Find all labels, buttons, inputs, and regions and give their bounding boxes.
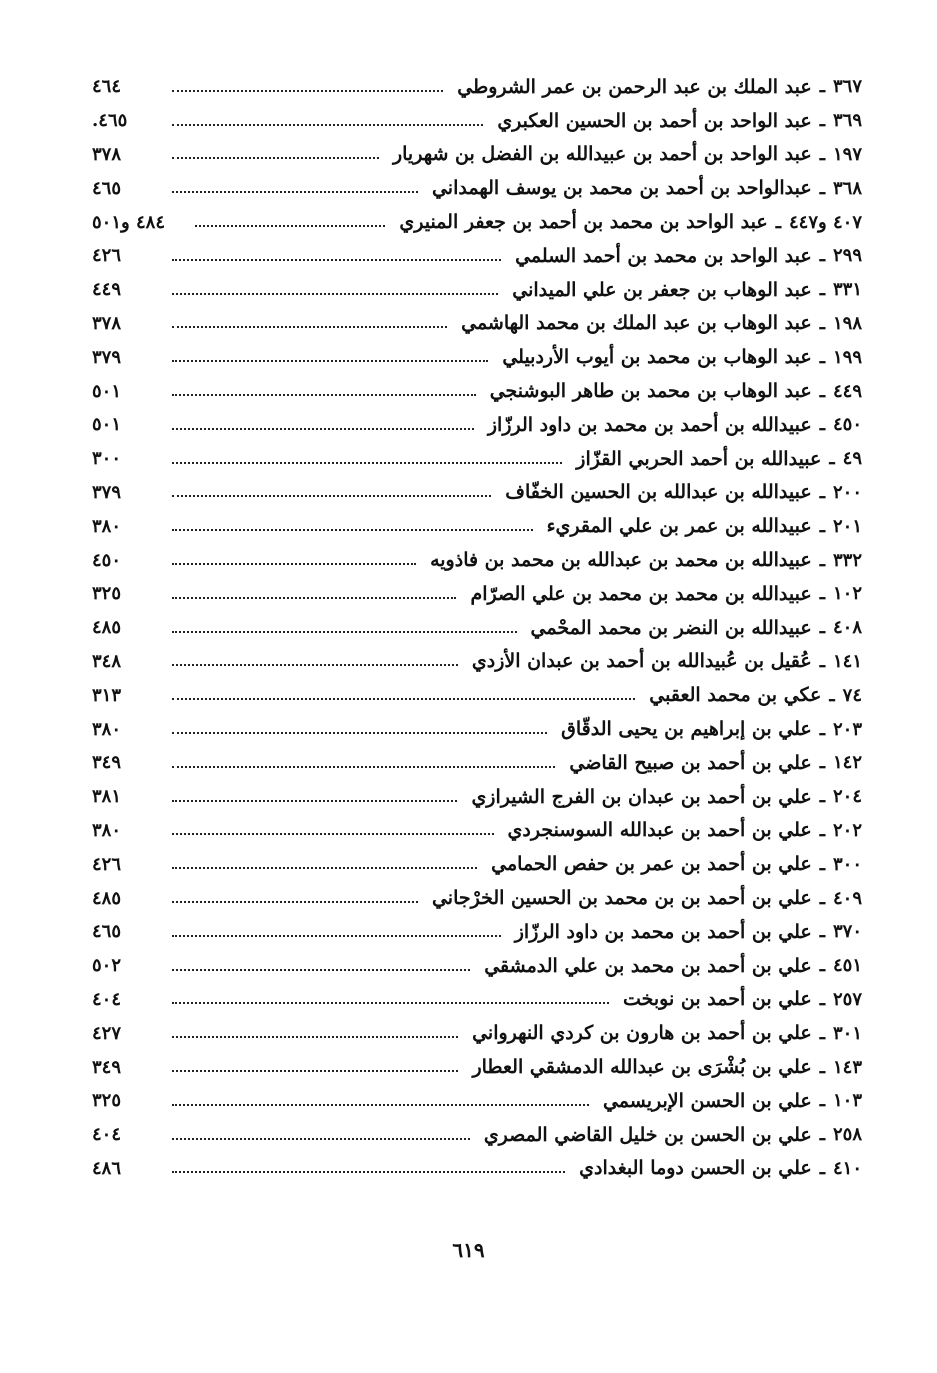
- entry-name: علي بن أحمد بن عبدالله السوسنجردي: [507, 819, 812, 842]
- entry-number: ٧٤: [842, 684, 862, 706]
- index-entry: [92, 949, 862, 983]
- entry-number: ٤٠٧ و٤٤٧: [789, 211, 862, 233]
- dotted-leader: [172, 867, 477, 869]
- entry-number: ١٠٣: [832, 1090, 862, 1112]
- entry-dash: ـ: [819, 819, 825, 841]
- entry-dash: ـ: [829, 684, 835, 706]
- entry-number: ١٤١: [832, 650, 862, 672]
- entry-name: عُقيل بن عُبيدالله بن أحمد بن عبدان الأزدي: [471, 650, 812, 673]
- entry-dash: ـ: [819, 346, 825, 368]
- entry-name: علي بن أحمد بن محمد بن علي الدمشقي: [484, 954, 812, 977]
- entry-page-ref: ٣٨٠: [92, 718, 122, 740]
- entry-name: عبد الواحد بن أحمد بن عبيدالله بن الفضل بن شهريار: [392, 143, 812, 166]
- entry-number: ٣٠١: [832, 1022, 862, 1044]
- dotted-leader: [172, 969, 470, 971]
- entry-dash: ـ: [829, 448, 835, 470]
- entry-name: عبدالواحد بن أحمد بن محمد بن يوسف الهمداني: [431, 177, 812, 200]
- entry-name: علي بن الحسن دوما البغدادي: [579, 1157, 812, 1180]
- entry-number: ٣٣١: [832, 279, 862, 301]
- dotted-leader: [172, 1070, 458, 1072]
- entry-dash: ـ: [819, 1090, 825, 1112]
- dotted-leader: [172, 597, 456, 599]
- dotted-leader: [172, 935, 501, 937]
- entry-name: عبد الوهاب بن محمد بن طاهر البوشنجي: [489, 380, 812, 403]
- entry-page-ref: ٣٢٥: [92, 583, 122, 605]
- index-entry: [92, 70, 862, 104]
- index-entry: [92, 1050, 862, 1084]
- entry-dash: ـ: [819, 752, 825, 774]
- dotted-leader: [172, 833, 494, 835]
- dotted-leader: [172, 90, 443, 92]
- entry-page-ref: ٣١٣: [92, 684, 122, 706]
- entry-number: ٢٠٤: [832, 786, 862, 808]
- entry-number: ١٠٢: [832, 583, 862, 605]
- entry-page-ref: ٤٨٥: [92, 617, 122, 639]
- entry-page-ref: ٣٤٨: [92, 650, 122, 672]
- entry-page-ref: ٤٦٤: [92, 76, 122, 98]
- entry-number: ٢٠٠: [832, 481, 862, 503]
- entry-dash: ـ: [819, 650, 825, 672]
- entry-dash: ـ: [819, 786, 825, 808]
- entry-dash: ـ: [819, 380, 825, 402]
- index-entry: [92, 645, 862, 679]
- index-entry: [92, 1016, 862, 1050]
- dotted-leader: [172, 157, 379, 159]
- dotted-leader: [172, 1002, 609, 1004]
- entry-name: عبيدالله بن أحمد الحربي القزّاز: [576, 447, 822, 470]
- entry-dash: ـ: [819, 853, 825, 875]
- entry-number: ٤٤٩: [832, 380, 862, 402]
- entry-name: عبد الوهاب بن جعفر بن علي الميداني: [512, 278, 812, 301]
- entry-name: عبيدالله بن عمر بن علي المقريء: [546, 515, 812, 538]
- index-entry: [92, 1152, 862, 1186]
- index-entry: [92, 780, 862, 814]
- entry-name: عبد الوهاب بن عبد الملك بن محمد الهاشمي: [461, 312, 812, 335]
- dotted-leader: [172, 1104, 589, 1106]
- entry-dash: ـ: [819, 1157, 825, 1179]
- entry-page-ref: ٣٨١: [92, 786, 122, 808]
- entry-page-ref: ٤٢٧: [92, 1022, 122, 1044]
- entry-number: ٢٠٣: [832, 718, 862, 740]
- entry-page-ref: ٣٤٩: [92, 752, 122, 774]
- dotted-leader: [172, 664, 458, 666]
- entry-page-ref: ٣٨٠: [92, 819, 122, 841]
- entry-number: ٢٥٧: [832, 988, 862, 1010]
- entry-dash: ـ: [819, 1056, 825, 1078]
- page-number: ٦١٩: [452, 1238, 485, 1262]
- dotted-leader: [172, 631, 517, 633]
- entry-number: ٢٩٩: [832, 245, 862, 267]
- entry-number: ٤٥٠: [832, 414, 862, 436]
- index-entry: [92, 104, 862, 138]
- entry-page-ref: ٥٠١: [92, 414, 122, 436]
- entry-dash: ـ: [819, 549, 825, 571]
- entry-dash: ـ: [775, 211, 781, 233]
- entry-number: ٣٦٩: [832, 110, 862, 132]
- entry-page-ref: ٣٠٠: [92, 448, 122, 470]
- dotted-leader: [172, 698, 635, 700]
- entry-name: علي بن أحمد بن محمد بن داود الرزّاز: [514, 920, 812, 943]
- index-entry: [92, 611, 862, 645]
- entry-dash: ـ: [819, 718, 825, 740]
- entry-page-ref: ٤٦٥: [92, 177, 122, 199]
- entry-page-ref: ٣٧٩: [92, 346, 122, 368]
- dotted-leader: [172, 360, 488, 362]
- entry-name: علي بن أحمد بن عبدان بن الفرج الشيرازي: [471, 785, 812, 808]
- entry-page-ref: ٤٠٤: [92, 988, 122, 1010]
- index-entry: [92, 543, 862, 577]
- dotted-leader: [172, 394, 476, 396]
- entry-number: ٣٠٠: [832, 853, 862, 875]
- entry-page-ref: ٤٨٦: [92, 1157, 122, 1179]
- entry-name: عبد الملك بن عبد الرحمن بن عمر الشروطي: [457, 75, 812, 98]
- dotted-leader: [172, 124, 483, 126]
- entry-number: ١٤٢: [832, 752, 862, 774]
- entry-page-ref: ٤٦٥: [92, 921, 122, 943]
- entry-dash: ـ: [819, 481, 825, 503]
- entry-name: علي بن أحمد بن هارون بن كردي النهرواني: [472, 1022, 812, 1045]
- dotted-leader: [172, 462, 562, 464]
- index-entry: [92, 138, 862, 172]
- entry-page-ref: ٤٨٤ و٥٠١: [92, 211, 165, 233]
- entry-number: ٤٩: [842, 448, 862, 470]
- entry-dash: ـ: [819, 887, 825, 909]
- entry-number: ٤١٠: [832, 1157, 862, 1179]
- entry-name: عبد الوهاب بن محمد بن أيوب الأردبيلي: [502, 346, 812, 369]
- entry-dash: ـ: [819, 76, 825, 98]
- entry-name: عبيدالله بن محمد بن عبدالله بن محمد بن فاذويه: [430, 549, 812, 572]
- dotted-leader: [172, 1036, 458, 1038]
- entry-page-ref: ٤٠٤: [92, 1124, 122, 1146]
- dotted-leader: [172, 1138, 470, 1140]
- entry-number: ٣٣٢: [832, 549, 862, 571]
- dotted-leader: [195, 225, 385, 227]
- index-entry: [92, 307, 862, 341]
- entry-number: ١٤٣: [832, 1056, 862, 1078]
- entry-name: علي بن بُشْرَى بن عبدالله الدمشقي العطار: [472, 1056, 812, 1078]
- entry-name: علي بن إبراهيم بن يحيى الدقّاق: [561, 718, 812, 741]
- entry-name: عبد الواحد بن أحمد بن الحسين العكبري: [497, 109, 812, 132]
- entry-number: ٣٧٠: [832, 921, 862, 943]
- entry-name: عبد الواحد بن محمد بن أحمد السلمي: [515, 244, 812, 267]
- entry-number: ٢٠٢: [832, 819, 862, 841]
- entry-number: ٣٦٨: [832, 177, 862, 199]
- dotted-leader: [172, 766, 555, 768]
- entry-page-ref: ٤٦٥.: [92, 110, 128, 132]
- index-entry: [92, 509, 862, 543]
- entry-page-ref: ٤٨٥: [92, 887, 122, 909]
- index-entry: [92, 340, 862, 374]
- index-entry: [92, 442, 862, 476]
- index-entry: [92, 1118, 862, 1152]
- entry-name: عبيدالله بن محمد بن محمد بن علي الصرّام: [470, 582, 812, 605]
- entry-dash: ـ: [819, 1022, 825, 1044]
- entry-dash: ـ: [819, 515, 825, 537]
- dotted-leader: [172, 800, 457, 802]
- entry-dash: ـ: [819, 921, 825, 943]
- index-entry: [92, 712, 862, 746]
- dotted-leader: [172, 259, 501, 261]
- entry-page-ref: ٤٤٩: [92, 279, 122, 301]
- entry-name: علي بن أحمد بن بن محمد بن الحسين الخرْجاني: [431, 887, 812, 910]
- entry-dash: ـ: [819, 177, 825, 199]
- dotted-leader: [172, 428, 474, 430]
- entry-name: عبيدالله بن عبدالله بن الحسين الخفّاف: [505, 481, 812, 504]
- entry-number: ٣٦٧: [832, 76, 862, 98]
- dotted-leader: [172, 1171, 565, 1173]
- entry-dash: ـ: [819, 143, 825, 165]
- entry-dash: ـ: [819, 414, 825, 436]
- entry-dash: ـ: [819, 245, 825, 267]
- index-entry: [92, 205, 862, 239]
- entry-page-ref: ٣٧٨: [92, 143, 122, 165]
- index-list: [92, 70, 862, 1185]
- index-entry: [92, 881, 862, 915]
- entry-dash: ـ: [819, 583, 825, 605]
- dotted-leader: [172, 495, 491, 497]
- entry-page-ref: ٣٤٩: [92, 1056, 122, 1078]
- dotted-leader: [172, 563, 416, 565]
- index-entry: [92, 476, 862, 510]
- entry-page-ref: ٤٢٦: [92, 245, 122, 267]
- entry-name: علي بن أحمد بن عمر بن حفص الحمامي: [491, 853, 812, 876]
- entry-page-ref: ٥٠١: [92, 380, 122, 402]
- entry-dash: ـ: [819, 312, 825, 334]
- entry-number: ٤٠٩: [832, 887, 862, 909]
- index-entry: [92, 577, 862, 611]
- dotted-leader: [172, 293, 498, 295]
- entry-name: عبيدالله بن النضر بن محمد المحْمي: [530, 616, 812, 639]
- entry-name: عكي بن محمد العقبي: [649, 684, 822, 707]
- entry-number: ٢٠١: [832, 515, 862, 537]
- entry-page-ref: ٣٨٠: [92, 515, 122, 537]
- dotted-leader: [172, 732, 547, 734]
- entry-dash: ـ: [819, 110, 825, 132]
- entry-name: علي بن أحمد بن نوبخت: [622, 988, 812, 1011]
- entry-page-ref: ٣٧٨: [92, 312, 122, 334]
- entry-page-ref: ٥٠٢: [92, 955, 122, 977]
- dotted-leader: [172, 326, 447, 328]
- entry-page-ref: ٣٧٩: [92, 481, 122, 503]
- entry-number: ٤٠٨: [832, 617, 862, 639]
- index-entry: [92, 915, 862, 949]
- entry-name: علي بن الحسن بن خليل القاضي المصري: [483, 1123, 812, 1146]
- entry-dash: ـ: [819, 955, 825, 977]
- index-entry: [92, 983, 862, 1017]
- entry-name: علي بن أحمد بن صبيح القاضي: [569, 751, 812, 774]
- index-entry: [92, 374, 862, 408]
- entry-number: ٢٥٨: [832, 1124, 862, 1146]
- dotted-leader: [172, 529, 533, 531]
- entry-dash: ـ: [819, 988, 825, 1010]
- index-entry: [92, 746, 862, 780]
- index-entry: [92, 273, 862, 307]
- entry-number: ١٩٧: [832, 143, 862, 165]
- entry-name: عبيدالله بن أحمد بن محمد بن داود الرزّاز: [487, 413, 812, 436]
- entry-name: عبد الواحد بن محمد بن أحمد بن جعفر المنيري: [399, 211, 768, 234]
- entry-page-ref: ٣٢٥: [92, 1090, 122, 1112]
- entry-dash: ـ: [819, 1124, 825, 1146]
- dotted-leader: [172, 901, 418, 903]
- dotted-leader: [172, 191, 418, 193]
- index-entry: [92, 814, 862, 848]
- index-entry: [92, 408, 862, 442]
- index-entry: [92, 1084, 862, 1118]
- index-entry: [92, 171, 862, 205]
- entry-name: علي بن الحسن الإبريسمي: [602, 1089, 812, 1112]
- index-entry: [92, 847, 862, 881]
- entry-number: ١٩٨: [832, 312, 862, 334]
- index-entry: [92, 239, 862, 273]
- entry-number: ١٩٩: [832, 346, 862, 368]
- entry-page-ref: ٤٢٦: [92, 853, 122, 875]
- entry-dash: ـ: [819, 279, 825, 301]
- entry-dash: ـ: [819, 617, 825, 639]
- entry-page-ref: ٤٥٠: [92, 549, 122, 571]
- entry-number: ٤٥١: [832, 955, 862, 977]
- index-entry: [92, 678, 862, 712]
